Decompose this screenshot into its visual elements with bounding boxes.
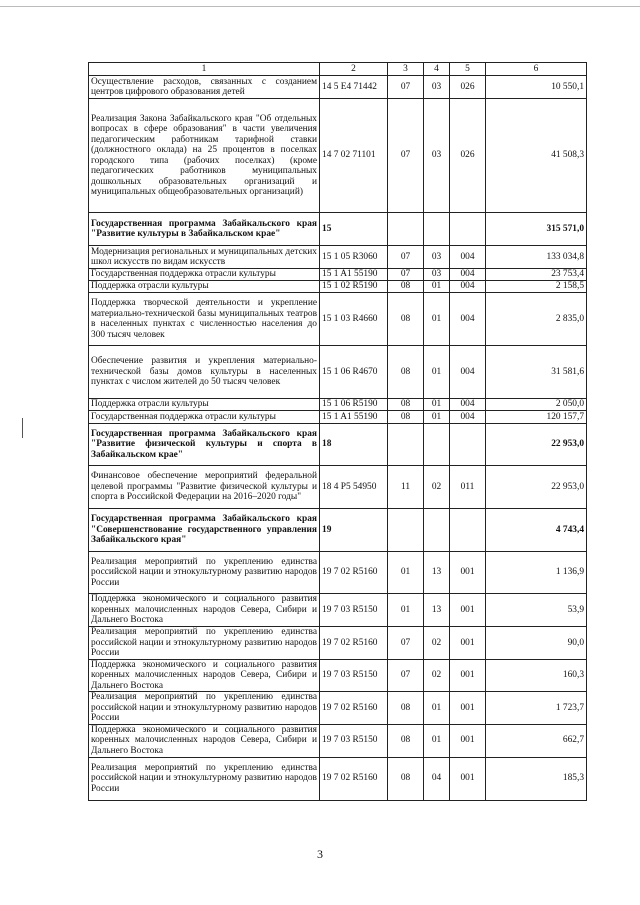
row-name-cell: Реализация мероприятий по укреплению единства российской нации и этнокультурному развитию народов России (89, 552, 320, 594)
row-code-cell: 15 1 A1 55190 (320, 411, 388, 424)
row-subsection-cell: 01 (424, 293, 450, 346)
row-section-cell: 08 (388, 293, 424, 346)
row-type-cell: 026 (450, 99, 486, 213)
table-row (89, 346, 587, 399)
row-code-cell: 15 1 02 R5190 (320, 281, 388, 293)
row-code-cell: 19 7 02 R5160 (320, 692, 388, 725)
column-header: 6 (486, 63, 587, 76)
budget-allocation-table (88, 62, 587, 801)
row-code-cell: 19 7 03 R5150 (320, 724, 388, 757)
row-amount-cell: 2 050,0 (486, 399, 587, 411)
row-amount-cell: 4 743,4 (486, 509, 587, 552)
table-row (89, 411, 587, 424)
row-code-cell: 14 7 02 71101 (320, 99, 388, 213)
row-amount-cell: 2 835,0 (486, 293, 587, 346)
row-subsection-cell: 01 (424, 692, 450, 725)
row-code-cell: 15 1 A1 55190 (320, 269, 388, 281)
row-amount-cell: 22 953,0 (486, 466, 587, 509)
row-section-cell: 08 (388, 399, 424, 411)
row-subsection-cell: 03 (424, 269, 450, 281)
row-code-cell: 19 (320, 509, 388, 552)
row-type-cell: 001 (450, 552, 486, 594)
row-amount-cell: 133 034,8 (486, 246, 587, 269)
row-name-cell: Обеспечение развития и укрепления материально-технической базы домов культуры в населенных пунктах с числом жителей до 50 тысяч человек (89, 346, 320, 399)
row-amount-cell: 22 953,0 (486, 424, 587, 466)
row-section-cell: 01 (388, 594, 424, 627)
row-amount-cell: 53,9 (486, 594, 587, 627)
row-code-cell: 15 1 06 R4670 (320, 346, 388, 399)
row-section-cell: 01 (388, 552, 424, 594)
row-name-cell: Реализация мероприятий по укреплению единства российской нации и этнокультурному развитию народов России (89, 627, 320, 660)
row-amount-cell: 662,7 (486, 724, 587, 757)
row-section-cell: 07 (388, 627, 424, 660)
row-amount-cell: 10 550,1 (486, 76, 587, 99)
table-row (89, 692, 587, 725)
row-name-cell: Реализация мероприятий по укреплению единства российской нации и этнокультурному развитию народов России (89, 692, 320, 725)
row-type-cell: 001 (450, 594, 486, 627)
table-row (89, 399, 587, 411)
row-section-cell: 07 (388, 269, 424, 281)
table-row (89, 424, 587, 466)
row-section-cell (388, 509, 424, 552)
row-type-cell: 004 (450, 293, 486, 346)
row-amount-cell: 90,0 (486, 627, 587, 660)
row-amount-cell: 185,3 (486, 757, 587, 800)
row-name-cell: Государственная программа Забайкальского края "Развитие культуры в Забайкальском крае" (89, 213, 320, 246)
row-subsection-cell: 01 (424, 411, 450, 424)
row-code-cell: 15 1 05 R3060 (320, 246, 388, 269)
column-header: 5 (450, 63, 486, 76)
table-row (89, 659, 587, 692)
row-section-cell (388, 213, 424, 246)
table-row (89, 627, 587, 660)
row-name-cell: Осуществление расходов, связанных с созданием центров цифрового образования детей (89, 76, 320, 99)
row-amount-cell: 23 753,4 (486, 269, 587, 281)
row-type-cell: 001 (450, 627, 486, 660)
row-type-cell (450, 213, 486, 246)
row-code-cell: 18 (320, 424, 388, 466)
column-header: 2 (320, 63, 388, 76)
row-name-cell: Государственная поддержка отрасли культуры (89, 411, 320, 424)
row-subsection-cell (424, 509, 450, 552)
row-amount-cell: 160,3 (486, 659, 587, 692)
row-section-cell: 11 (388, 466, 424, 509)
table-row (89, 466, 587, 509)
row-subsection-cell: 03 (424, 76, 450, 99)
row-subsection-cell: 01 (424, 399, 450, 411)
row-type-cell: 004 (450, 411, 486, 424)
row-name-cell: Реализация Закона Забайкальского края "Об отдельных вопросах в сфере образования" в части увеличения педагогическим работникам тарифной ставки (должностного оклада) на 25 процентов в поселках городского типа (рабочих поселках) (кроме педагогических работников муниципальных дошкольных образовательных организаций и муниципальных общеобразовательных организаций) (89, 99, 320, 213)
row-code-cell: 19 7 02 R5160 (320, 757, 388, 800)
table-row (89, 281, 587, 293)
table-row (89, 757, 587, 800)
row-section-cell (388, 424, 424, 466)
table-row (89, 552, 587, 594)
row-subsection-cell: 03 (424, 246, 450, 269)
row-name-cell: Поддержка отрасли культуры (89, 281, 320, 293)
row-section-cell: 08 (388, 724, 424, 757)
row-name-cell: Финансовое обеспечение мероприятий федеральной целевой программы "Развитие физической культуры и спорта в Российской Федерации на 2016–2020 годы" (89, 466, 320, 509)
row-type-cell: 011 (450, 466, 486, 509)
row-amount-cell: 120 157,7 (486, 411, 587, 424)
row-subsection-cell: 04 (424, 757, 450, 800)
row-subsection-cell (424, 213, 450, 246)
scan-artifact-top (0, 6, 640, 7)
row-name-cell: Государственная поддержка отрасли культуры (89, 269, 320, 281)
table-row (89, 594, 587, 627)
row-amount-cell: 1 723,7 (486, 692, 587, 725)
row-subsection-cell: 01 (424, 281, 450, 293)
column-header: 4 (424, 63, 450, 76)
row-name-cell: Государственная программа Забайкальского края "Совершенствование государственного управления Забайкальского края" (89, 509, 320, 552)
row-name-cell: Поддержка экономического и социального развития коренных малочисленных народов Севера, Сибири и Дальнего Востока (89, 659, 320, 692)
row-name-cell: Поддержка экономического и социального развития коренных малочисленных народов Севера, Сибири и Дальнего Востока (89, 724, 320, 757)
row-type-cell: 004 (450, 246, 486, 269)
row-section-cell: 07 (388, 76, 424, 99)
row-type-cell: 004 (450, 269, 486, 281)
row-subsection-cell: 13 (424, 552, 450, 594)
table-row (89, 246, 587, 269)
row-code-cell: 19 7 02 R5160 (320, 627, 388, 660)
table-row (89, 293, 587, 346)
row-name-cell: Государственная программа Забайкальского края "Развитие физической культуры и спорта в Забайкальском крае" (89, 424, 320, 466)
row-type-cell: 004 (450, 281, 486, 293)
row-type-cell: 001 (450, 692, 486, 725)
row-code-cell: 19 7 03 R5150 (320, 659, 388, 692)
row-amount-cell: 1 136,9 (486, 552, 587, 594)
row-type-cell: 004 (450, 346, 486, 399)
row-section-cell: 07 (388, 99, 424, 213)
row-type-cell (450, 509, 486, 552)
row-name-cell: Поддержка экономического и социального развития коренных малочисленных народов Севера, Сибири и Дальнего Востока (89, 594, 320, 627)
table-row (89, 269, 587, 281)
row-code-cell: 14 5 E4 71442 (320, 76, 388, 99)
row-type-cell: 004 (450, 399, 486, 411)
row-code-cell: 19 7 02 R5160 (320, 552, 388, 594)
row-amount-cell: 2 158,5 (486, 281, 587, 293)
row-subsection-cell: 01 (424, 724, 450, 757)
row-subsection-cell: 02 (424, 466, 450, 509)
table-row (89, 724, 587, 757)
table-row (89, 213, 587, 246)
column-header: 3 (388, 63, 424, 76)
row-section-cell: 08 (388, 411, 424, 424)
row-name-cell: Поддержка творческой деятельности и укрепление материально-технической базы муниципальных театров в населенных пунктах с численностью населения до 300 тысяч человек (89, 293, 320, 346)
row-subsection-cell: 13 (424, 594, 450, 627)
row-section-cell: 08 (388, 281, 424, 293)
table-row (89, 76, 587, 99)
row-subsection-cell: 01 (424, 346, 450, 399)
row-amount-cell: 315 571,0 (486, 213, 587, 246)
table-row (89, 99, 587, 213)
row-code-cell: 19 7 03 R5150 (320, 594, 388, 627)
page-number: 3 (317, 847, 323, 861)
row-name-cell: Поддержка отрасли культуры (89, 399, 320, 411)
row-type-cell: 001 (450, 724, 486, 757)
row-type-cell: 001 (450, 757, 486, 800)
row-code-cell: 15 1 06 R5190 (320, 399, 388, 411)
row-subsection-cell: 03 (424, 99, 450, 213)
row-section-cell: 08 (388, 346, 424, 399)
row-code-cell: 15 1 03 R4660 (320, 293, 388, 346)
row-code-cell: 15 (320, 213, 388, 246)
row-amount-cell: 31 581,6 (486, 346, 587, 399)
row-name-cell: Модернизация региональных и муниципальных детских школ искусств по видам искусств (89, 246, 320, 269)
row-type-cell: 001 (450, 659, 486, 692)
row-section-cell: 08 (388, 692, 424, 725)
table-header-row (89, 63, 587, 76)
table-row (89, 509, 587, 552)
row-section-cell: 08 (388, 757, 424, 800)
row-subsection-cell (424, 424, 450, 466)
row-section-cell: 07 (388, 659, 424, 692)
row-subsection-cell: 02 (424, 659, 450, 692)
row-type-cell (450, 424, 486, 466)
scan-artifact-left (22, 418, 23, 438)
row-type-cell: 026 (450, 76, 486, 99)
row-subsection-cell: 02 (424, 627, 450, 660)
column-header: 1 (89, 63, 320, 76)
row-section-cell: 07 (388, 246, 424, 269)
row-name-cell: Реализация мероприятий по укреплению единства российской нации и этнокультурному развитию народов России (89, 757, 320, 800)
row-amount-cell: 41 508,3 (486, 99, 587, 213)
row-code-cell: 18 4 P5 54950 (320, 466, 388, 509)
